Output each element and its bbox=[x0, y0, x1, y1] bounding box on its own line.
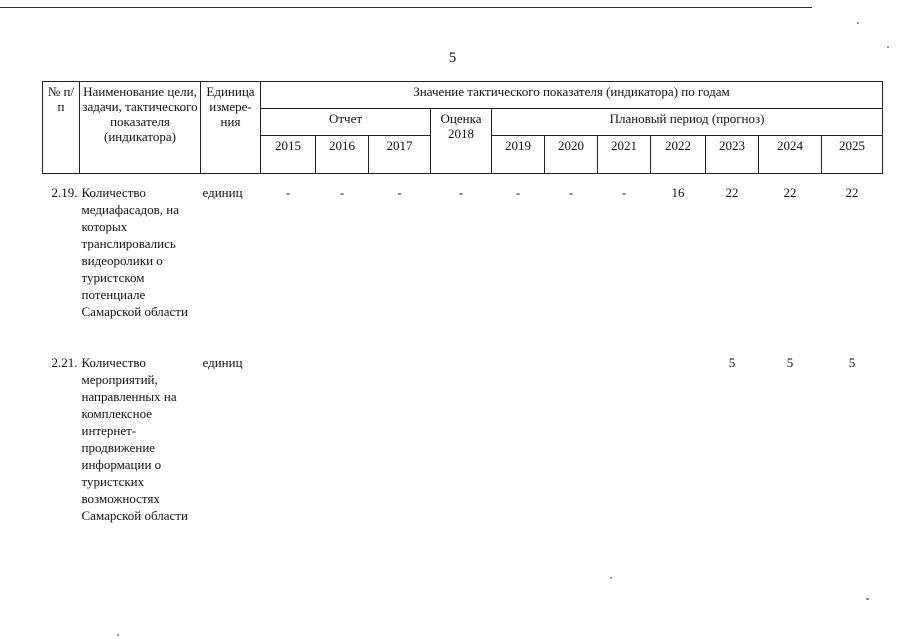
value-cell bbox=[431, 344, 492, 534]
header-year: 2019 bbox=[492, 136, 545, 174]
value-cell: 5 bbox=[786, 355, 794, 370]
header-year: 2022 bbox=[651, 136, 706, 174]
row-number: 2.21. bbox=[51, 355, 78, 370]
value-cell bbox=[316, 344, 369, 534]
header-year: 2015 bbox=[261, 136, 316, 174]
value-cell bbox=[261, 344, 316, 534]
value-cell bbox=[598, 344, 651, 534]
value-cell: 5 bbox=[728, 355, 736, 370]
value-cell: - bbox=[285, 185, 291, 200]
scan-speck bbox=[610, 577, 612, 579]
value-cell bbox=[369, 344, 431, 534]
value-cell: - bbox=[515, 185, 521, 200]
table-row bbox=[43, 174, 883, 345]
header-unit: Единица измере-ния bbox=[201, 82, 261, 174]
header-year: 2020 bbox=[545, 136, 598, 174]
top-rule bbox=[0, 7, 812, 8]
value-cell: - bbox=[458, 185, 464, 200]
value-cell: - bbox=[397, 185, 402, 200]
value-cell: 5 bbox=[848, 355, 856, 370]
value-cell: 22 bbox=[845, 185, 859, 200]
header-year: 2016 bbox=[316, 136, 369, 174]
table-row bbox=[43, 344, 883, 534]
value-cell: 22 bbox=[783, 185, 797, 200]
header-year: 2024 bbox=[759, 136, 822, 174]
header-estimate: Оценка 2018 bbox=[431, 109, 492, 174]
header-plan-period: Плановый период (прогноз) bbox=[492, 109, 883, 136]
header-year: 2017 bbox=[369, 136, 431, 174]
value-cell bbox=[651, 344, 706, 534]
header-indicator-name: Наименование цели, задачи, тактического показателя (индикатора) bbox=[80, 82, 201, 174]
indicators-table bbox=[42, 81, 883, 534]
indicator-name: Количество медиафасадов, на которых транслировались видеоролики о туристском потенциале Самарской области bbox=[81, 185, 188, 319]
value-cell: - bbox=[568, 185, 574, 200]
header-number: № п/п bbox=[43, 82, 80, 174]
scan-speck bbox=[887, 46, 889, 48]
scan-speck bbox=[866, 598, 869, 600]
header-year: 2025 bbox=[822, 136, 883, 174]
value-cell: - bbox=[621, 185, 627, 200]
row-number: 2.19. bbox=[51, 185, 78, 200]
value-cell bbox=[492, 344, 545, 534]
scan-speck bbox=[117, 634, 119, 636]
value-cell bbox=[545, 344, 598, 534]
header-report: Отчет bbox=[261, 109, 431, 136]
unit-cell: единиц bbox=[202, 185, 243, 200]
value-cell: 16 bbox=[671, 185, 685, 200]
header-year: 2023 bbox=[706, 136, 759, 174]
value-cell: 22 bbox=[725, 185, 739, 200]
scan-speck bbox=[857, 22, 859, 24]
unit-cell: единиц bbox=[202, 355, 243, 370]
header-year: 2021 bbox=[598, 136, 651, 174]
indicator-name: Количество мероприятий, направленных на комплексное интернет-продвижение информации о туристских возможностях Самарской области bbox=[81, 355, 188, 523]
header-values-by-year: Значение тактического показателя (индикатора) по годам bbox=[261, 82, 883, 109]
page-number: 5 bbox=[448, 50, 457, 66]
value-cell: - bbox=[339, 185, 345, 200]
